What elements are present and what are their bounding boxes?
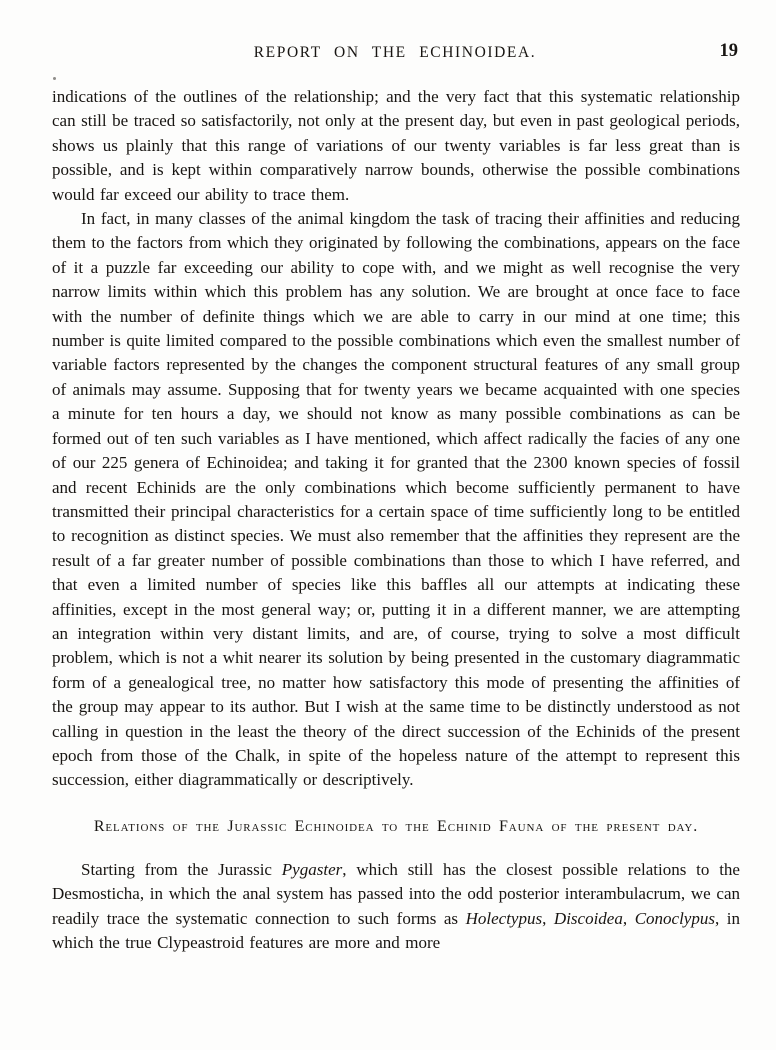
paragraph-text: In fact, in many classes of the animal kingdom the task of tracing their affinities and reducing them to the factors from which they originated by following the combinations, appears on the face of it a puzzle far exceeding our ability to cope with, and we might as well recognise the very narrow limits within which this problem has any solution. We are brought at once face to face with the number of definite things which we are able to carry in our mind at one time; this number is quite limited compared to the possible combinations which even the smallest number of variable factors represented by the changes the component structural features of any small group of animals may assume. Supposing that for twenty years we became acquainted with one species a minute for ten hours a day, we should not know as many possible combinations as can be formed out of ten such variables as I have mentioned, which affect radically the facies of any one of our 225 genera of Echinoidea; and taking it for granted that the 2300 known species of fossil and recent Echinids are the only combinations which become sufficiently permanent to have transmitted their principal characteristics for a certain space of time sufficiently long to be entitled to recognition as distinct species. We must also remember that the affinities they represent are the result of a far greater number of possible combinations than those to which I have referred, and that even a limited number of species like this baffles all our attempts at indicating these affinities, except in the most general way; or, putting it in a different manner, we are attempting an integration within very distant limits, and are, of course, trying to solve a most difficult problem, which is not a whit nearer its solution by being presented in the customary diagrammatic form of a genealogical tree, no matter how satisfactory this mode of presenting the affinities of the group may appear to its author. But I wish at the same time to be distinctly understood as not calling in question in the least the theory of the direct succession of the Echinids of the present epoch from those of the Chalk, in spite of the hopeless nature of the attempt to represent this succession, either diagrammatically or descriptively. [52,209,740,790]
paragraph-text: , [542,908,554,928]
paragraph-text: Starting from the Jurassic [81,859,282,879]
running-title: REPORT ON THE ECHINOIDEA. [253,44,537,61]
genus-name-italic: Conoclypus [634,908,715,928]
section-heading: Relations of the Jurassic Echinoidea to the Echinid Fauna of the present day. [93,817,699,835]
paragraph-text: , [622,908,635,928]
genus-name-italic: Pygaster [281,859,343,879]
scan-speck-artifact [53,77,56,80]
genus-name-italic: Holectypus [465,908,543,928]
page-body [52,85,740,955]
paragraph [52,207,740,793]
running-head [52,41,738,66]
paragraph [52,858,740,956]
paragraph-text: , which still has the closest possible relations to the Desmosticha, in which the anal system has passed into the odd posterior interambulacrum, we can readily trace the systematic connection to such forms as [52,859,740,928]
page-number: 19 [719,41,738,61]
paragraph [52,85,740,207]
paragraph-text: indications of the outlines of the relationship; and the very fact that this systematic relationship can still be traced so satisfactorily, not only at the present day, but even in past geological periods, shows us plainly that this range of variations of our twenty variables is far less great than is possible, and is kept within comparatively narrow bounds, otherwise the possible combinations would far exceed our ability to trace them. [52,87,740,204]
genus-name-italic: Discoidea [553,908,623,928]
paragraph-text: , in which the true Clypeastroid features are more and more [52,908,741,952]
